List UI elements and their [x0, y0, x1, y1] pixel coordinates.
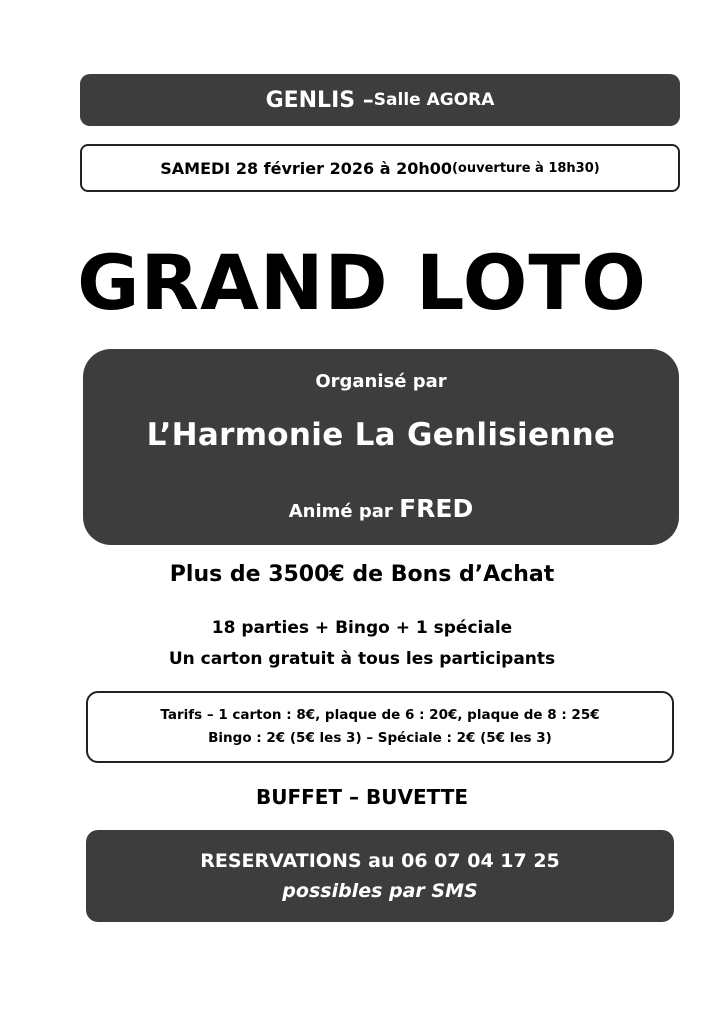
organizer-intro: Organisé par: [315, 371, 447, 392]
venue-hall: Salle AGORA: [373, 90, 495, 110]
organizer-name: L’Harmonie La Genlisienne: [146, 417, 616, 453]
games-info: 18 parties + Bingo + 1 spéciale: [211, 618, 513, 638]
reservation-sms: possibles par SMS: [282, 880, 478, 902]
venue-banner: [80, 74, 680, 126]
venue-city: GENLIS –: [265, 87, 374, 113]
host-name: FRED: [399, 494, 474, 523]
event-date: SAMEDI 28 février 2026 à 20h00: [160, 158, 452, 178]
pricing-line-2: Bingo : 2€ (5€ les 3) – Spéciale : 2€ (5€ les 3): [208, 730, 552, 746]
reservation-panel: [86, 830, 674, 922]
prize-headline: Plus de 3500€ de Bons d’Achat: [169, 562, 555, 587]
organizer-panel: [83, 349, 679, 545]
free-card-info: Un carton gratuit à tous les participants: [168, 649, 556, 669]
event-date-box: [80, 144, 680, 192]
host-prefix: Animé par: [288, 501, 400, 522]
buffet-info: BUFFET – BUVETTE: [255, 785, 469, 809]
pricing-box: [86, 691, 674, 763]
opening-time: (ouverture à 18h30): [451, 160, 600, 176]
pricing-line-1: Tarifs – 1 carton : 8€, plaque de 6 : 20€, plaque de 8 : 25€: [160, 707, 600, 723]
host-line: [83, 494, 679, 523]
reservation-phone: RESERVATIONS au 06 07 04 17 25: [200, 850, 560, 872]
poster-title: GRAND LOTO: [77, 238, 647, 327]
